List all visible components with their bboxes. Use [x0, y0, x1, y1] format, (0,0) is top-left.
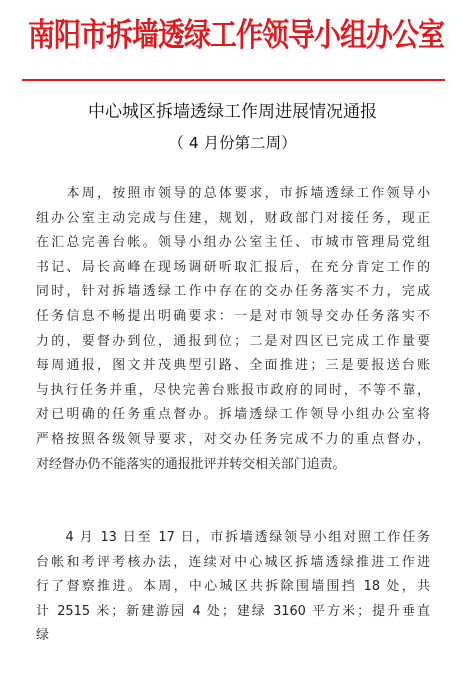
paragraph-line: 计 2515 米；新建游园 4 处；建绿 3160 平方米；提升垂直 — [36, 603, 430, 619]
header-red-rule — [22, 79, 445, 81]
paragraph-line: 同时，针对拆墙透绿工作中存在的交办任务落实不力，完成 — [36, 284, 430, 300]
report-subtitle: （ 4 月份第二周） — [168, 134, 297, 152]
paragraph-line: 任务信息不畅提出明确要求：一是对市领导交办任务落实不 — [36, 308, 430, 324]
paragraph-line: 与执行任务并重，尽快完善台账报市政府的同时，不等不靠， — [36, 382, 430, 398]
paragraph-line: 绿 — [36, 628, 49, 644]
office-header-title: 南阳市拆墙透绿工作领导小组办公室 — [28, 17, 444, 54]
paragraph-1 — [36, 182, 430, 477]
paragraph-line: 力的，要督办到位，通报到位；二是对四区已完成工作量要 — [36, 333, 430, 349]
report-title: 中心城区拆墙透绿工作周进展情况通报 — [88, 102, 377, 122]
paragraph-2 — [36, 526, 430, 649]
paragraph-line: 组办公室主动完成与住建，规划，财政部门对接任务，现正 — [36, 210, 430, 226]
paragraph-line: 对已明确的任务重点督办。拆墙透绿工作领导小组办公室将 — [36, 407, 430, 423]
paragraph-line: 行了督察推进。本周，中心城区共拆除围墙围挡 18 处，共 — [36, 579, 430, 595]
paragraph-line: 严格按照各级领导要求，对交办任务完成不力的重点督办， — [36, 431, 430, 447]
paragraph-line: 台帐和考评考核办法，连续对中心城区拆墙透绿推进工作进 — [36, 554, 430, 570]
paragraph-line: 每周通报，图文并茂典型引路、全面推进；三是要报送台账 — [36, 358, 430, 374]
paragraph-line: 本周，按照市领导的总体要求，市拆墙透绿工作领导小 — [36, 186, 430, 201]
paragraph-line: 4 月 13 日至 17 日，市拆墙透绿领导小组对照工作任务 — [36, 530, 430, 545]
paragraph-line: 书记、局长高峰在现场调研听取汇报后，在充分肯定工作的 — [36, 259, 430, 275]
paragraph-line: 对经督办仍不能落实的通报批评并转交相关部门追责。 — [36, 456, 346, 472]
paragraph-line: 在汇总完善台帐。领导小组办公室主任、市城市管理局党组 — [36, 235, 430, 251]
